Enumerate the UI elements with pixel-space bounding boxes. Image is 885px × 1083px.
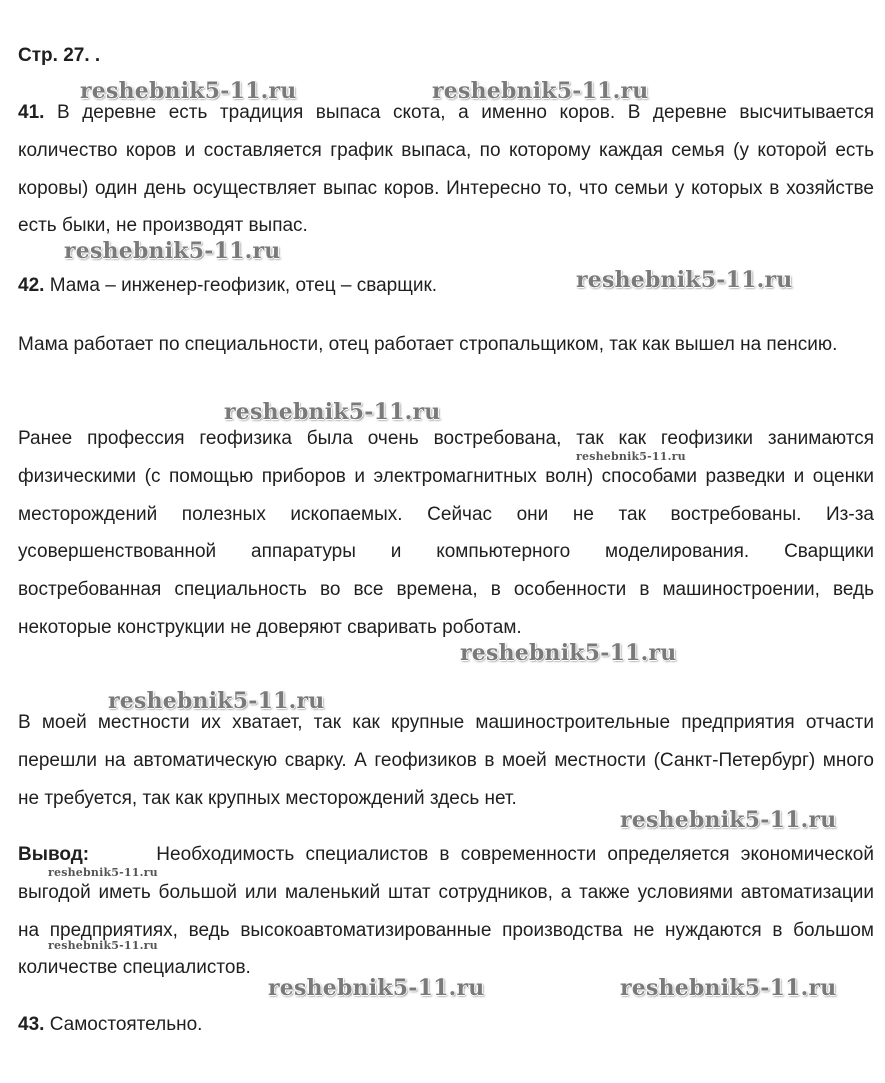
watermark: reshebnik5-11.ru	[460, 640, 677, 666]
watermark: reshebnik5-11.ru	[576, 267, 793, 293]
watermark: reshebnik5-11.ru	[576, 450, 686, 463]
task-number: 41.	[18, 102, 45, 123]
paragraph-demand: Ранее профессия геофизика была очень востребована, так как геофизики занимаются физическими (с помощью приборов и электромагнитных волн) способами разведки и оценки месторождений полезных ископаемых. Сейчас они не так востребованы. Из-за усовершенствованной аппаратуры и компьютерного моделирования. Сварщики востребованная специальность во все времена, в особенности в машиностроении, ведь некоторые конструкции не доверяют сваривать роботам.	[18, 428, 874, 638]
task-text: Самостоятельно.	[49, 1014, 203, 1035]
task-text: В деревне есть традиция выпаса скота, а именно коров. В деревне высчитывается количество коров и составляется график выпаса, по которому каждая семья (у которой есть коровы) один день осуществляет выпас коров. Интересно то, что семьи у которых в хозяйстве есть быки, не производят выпас.	[18, 102, 874, 237]
conclusion-label: Вывод:	[18, 844, 90, 865]
watermark: reshebnik5-11.ru	[108, 688, 325, 714]
watermark: reshebnik5-11.ru	[620, 975, 837, 1001]
task-number: 43.	[18, 1014, 45, 1035]
watermark: reshebnik5-11.ru	[48, 866, 158, 879]
paragraph-locality: В моей местности их хватает, так как крупные машиностроительные предприятия отчасти перешли на автоматическую сварку. А геофизиков в моей местности (Санкт-Петербург) много не требуется, так как крупных месторождений здесь нет.	[18, 712, 874, 809]
conclusion	[18, 836, 874, 987]
task-number: 42.	[18, 275, 45, 296]
watermark: reshebnik5-11.ru	[48, 939, 158, 952]
watermark: reshebnik5-11.ru	[268, 975, 485, 1001]
watermark: reshebnik5-11.ru	[432, 78, 649, 104]
watermark: reshebnik5-11.ru	[620, 807, 837, 833]
task-42	[18, 267, 874, 305]
watermark: reshebnik5-11.ru	[224, 399, 441, 425]
task-41	[18, 94, 874, 245]
paragraph-work: Мама работает по специальности, отец работает стропальщиком, так как вышел на пенсию.	[18, 334, 838, 355]
watermark: reshebnik5-11.ru	[80, 78, 297, 104]
page-label: Стр. 27. .	[18, 45, 101, 66]
task-43	[18, 1006, 874, 1044]
watermark: reshebnik5-11.ru	[64, 238, 281, 264]
task-text: Мама – инженер-геофизик, отец – сварщик.	[49, 275, 438, 296]
conclusion-text: Необходимость специалистов в современности определяется экономической выгодой иметь большой или маленький штат сотрудников, а также условиями автоматизации на предприятиях, ведь высокоавтоматизированные производства не нуждаются в большом количестве специалистов.	[18, 844, 874, 979]
